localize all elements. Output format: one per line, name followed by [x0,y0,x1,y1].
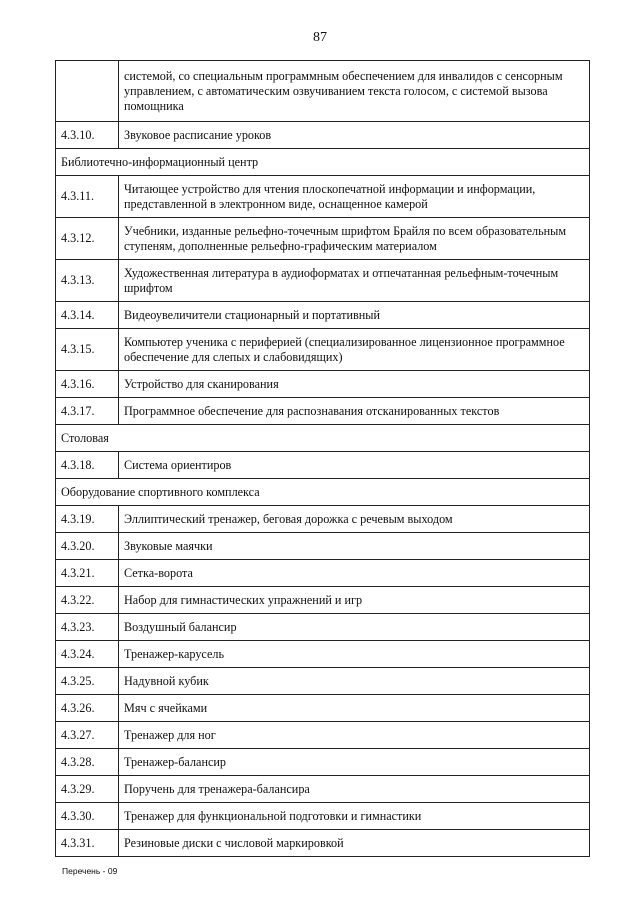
row-number: 4.3.12. [56,218,119,260]
row-number: 4.3.24. [56,641,119,668]
row-text: Тренажер для функциональной подготовки и гимнастики [119,803,590,830]
table-row [56,218,590,260]
table-row [56,61,590,122]
row-text: Компьютер ученика с периферией (специализированное лицензионное программное обеспечение для слепых и слабовидящих) [119,329,590,371]
row-text: Устройство для сканирования [119,371,590,398]
row-number: 4.3.22. [56,587,119,614]
table-row [56,371,590,398]
row-text: Звуковое расписание уроков [119,122,590,149]
table-row [56,641,590,668]
equipment-table [55,60,590,857]
row-text: Мяч с ячейками [119,695,590,722]
row-number: 4.3.31. [56,830,119,857]
page-number: 87 [313,30,327,45]
footer-text: Перечень - 09 [62,866,118,876]
row-number: 4.3.18. [56,452,119,479]
row-text: Тренажер-балансир [119,749,590,776]
section-header: Библиотечно-информационный центр [56,149,590,176]
table-row [56,122,590,149]
section-row [56,425,590,452]
row-number: 4.3.13. [56,260,119,302]
row-text: Набор для гимнастических упражнений и игр [119,587,590,614]
table-row [56,398,590,425]
section-row [56,479,590,506]
row-number: 4.3.10. [56,122,119,149]
row-number [56,61,119,122]
row-number: 4.3.25. [56,668,119,695]
row-text: Эллиптический тренажер, беговая дорожка с речевым выходом [119,506,590,533]
row-text: Надувной кубик [119,668,590,695]
row-text: Воздушный балансир [119,614,590,641]
row-number: 4.3.26. [56,695,119,722]
table-row [56,329,590,371]
row-number: 4.3.14. [56,302,119,329]
table-row [56,452,590,479]
row-text: Тренажер-карусель [119,641,590,668]
table-row [56,587,590,614]
table-row [56,803,590,830]
row-number: 4.3.15. [56,329,119,371]
table-row [56,614,590,641]
row-text: Сетка-ворота [119,560,590,587]
row-text: системой, со специальным программным обеспечением для инвалидов с сенсорным управлением, с автоматическим озвучиванием текста голосом, с системой вызова помощника [119,61,590,122]
row-text: Читающее устройство для чтения плоскопечатной информации и информации, представленной в электронном виде, оснащенное камерой [119,176,590,218]
row-number: 4.3.17. [56,398,119,425]
row-text: Резиновые диски с числовой маркировкой [119,830,590,857]
row-number: 4.3.27. [56,722,119,749]
row-text: Тренажер для ног [119,722,590,749]
row-text: Видеоувеличители стационарный и портативный [119,302,590,329]
table-row [56,176,590,218]
section-row [56,149,590,176]
row-number: 4.3.11. [56,176,119,218]
table-row [56,722,590,749]
section-header: Оборудование спортивного комплекса [56,479,590,506]
row-number: 4.3.16. [56,371,119,398]
table-row [56,533,590,560]
row-text: Поручень для тренажера-балансира [119,776,590,803]
row-text: Программное обеспечение для распознавания отсканированных текстов [119,398,590,425]
table-row [56,560,590,587]
row-number: 4.3.30. [56,803,119,830]
row-number: 4.3.19. [56,506,119,533]
row-number: 4.3.29. [56,776,119,803]
table-row [56,668,590,695]
table-row [56,260,590,302]
row-number: 4.3.28. [56,749,119,776]
row-number: 4.3.20. [56,533,119,560]
row-text: Учебники, изданные рельефно-точечным шрифтом Брайля по всем образовательным ступеням, дополненные рельефно-графическим материалом [119,218,590,260]
table-row [56,506,590,533]
row-number: 4.3.23. [56,614,119,641]
table-row [56,302,590,329]
table-row [56,749,590,776]
row-text: Звуковые маячки [119,533,590,560]
section-header: Столовая [56,425,590,452]
row-text: Художественная литература в аудиоформатах и отпечатанная рельефным-точечным шрифтом [119,260,590,302]
table-row [56,695,590,722]
row-number: 4.3.21. [56,560,119,587]
table-row [56,776,590,803]
row-text: Система ориентиров [119,452,590,479]
table-row [56,830,590,857]
